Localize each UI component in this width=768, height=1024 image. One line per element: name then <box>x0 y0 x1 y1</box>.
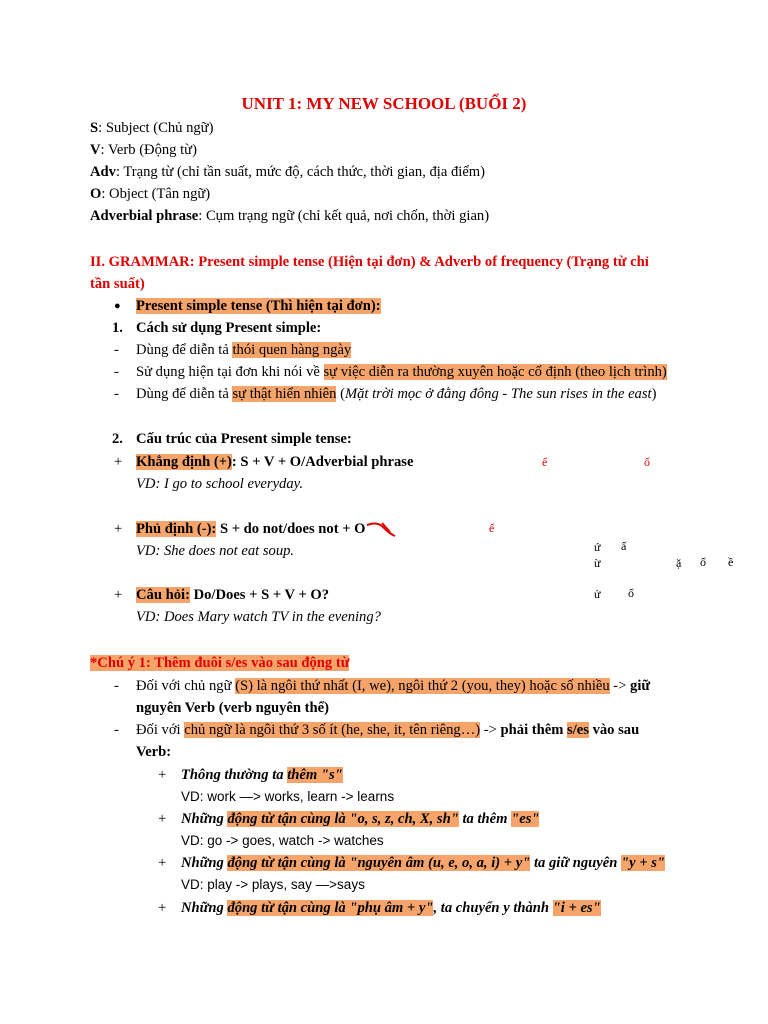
grammar-heading-line2: tần suất) <box>90 276 145 292</box>
plus-marker: + <box>158 900 167 916</box>
stray-glyph: ể <box>542 455 548 469</box>
plus-marker: + <box>158 811 167 827</box>
question-example: VD: Does Mary watch TV in the evening? <box>136 609 381 625</box>
bullet-present-simple: Present simple tense (Thì hiện tại đơn): <box>136 298 381 314</box>
note1-rule1-line1: Đối với chủ ngữ (S) là ngôi thứ nhất (I, we), ngôi thứ 2 (you, they) hoặc số nhiều -> giữ <box>136 678 651 694</box>
note1-rule2-line1: Đối với chủ ngữ là ngôi thứ 3 số ít (he, she, it, tên riêng…) -> phải thêm s/es vào sau <box>136 722 640 738</box>
page-title: UNIT 1: MY NEW SCHOOL (BUỔI 2) <box>241 94 527 113</box>
sub-example: VD: go -> goes, watch -> watches <box>181 833 384 848</box>
question-formula: Câu hỏi: Do/Does + S + V + O? <box>136 587 330 603</box>
affirmative-example: VD: I go to school everyday. <box>136 476 303 492</box>
note1-title: *Chú ý 1: Thêm đuôi s/es vào sau động từ <box>90 655 350 671</box>
term-object: O: Object (Tân ngữ) <box>90 186 211 202</box>
term-adv: Adv: Trạng từ (chỉ tần suất, mức độ, cách thức, thời gian, địa điểm) <box>90 164 486 180</box>
dash-marker: - <box>114 722 119 738</box>
affirmative-formula: Khẳng định (+): S + V + O/Adverbial phrase <box>136 454 414 470</box>
term-subject: S: Subject (Chủ ngữ) <box>90 120 214 136</box>
stray-glyph: ể <box>489 521 495 535</box>
sub-rule: Thông thường ta thêm "s" <box>181 767 343 783</box>
stray-glyph: ố <box>628 586 634 600</box>
stray-glyph: ề <box>728 555 734 569</box>
sub-example: VD: work —> works, learn -> learns <box>181 789 395 804</box>
sub-example: VD: play -> plays, say —>says <box>181 877 365 892</box>
dash-marker: - <box>114 364 119 380</box>
plus-marker: + <box>114 587 123 603</box>
dash-marker: - <box>114 386 119 402</box>
bullet-dot: ● <box>114 300 121 312</box>
plus-marker: + <box>114 521 123 537</box>
grammar-heading-line1: II. GRAMMAR: Present simple tense (Hiện tại đơn) & Adverb of frequency (Trạng từ chỉ <box>90 254 649 270</box>
sub-rule: Những động từ tận cùng là "phụ âm + y", ta chuyển y thành "i + es" <box>181 900 601 916</box>
term-verb: V: Verb (Động từ) <box>90 142 197 158</box>
plus-marker: + <box>114 454 123 470</box>
strike-scribble <box>364 519 398 539</box>
negative-formula: Phủ định (-): S + do not/does not + O <box>136 521 366 537</box>
usage-item: Dùng để diễn tả sự thật hiển nhiên (Mặt trời mọc ở đằng đông - The sun rises in the east) <box>136 386 657 402</box>
structure-title: Cấu trúc của Present simple tense: <box>136 431 352 447</box>
stray-glyph: ứ <box>594 540 601 554</box>
structure-number: 2. <box>112 431 123 447</box>
plus-marker: + <box>158 767 167 783</box>
stray-glyph: ấ <box>621 539 627 553</box>
usage-item: Dùng để diễn tả thói quen hàng ngày <box>136 342 352 358</box>
stray-glyph: ặ <box>676 556 682 570</box>
usage-number: 1. <box>112 320 123 336</box>
stray-glyph: ừ <box>594 556 601 570</box>
stray-glyph: ố <box>700 555 706 569</box>
negative-example: VD: She does not eat soup. <box>136 543 295 559</box>
note1-rule2-line2: Verb: <box>136 744 172 760</box>
plus-marker: + <box>158 855 167 871</box>
term-adverbial-phrase: Adverbial phrase: Cụm trạng ngữ (chỉ kết quả, nơi chốn, thời gian) <box>90 208 490 224</box>
sub-rule: Những động từ tận cùng là "o, s, z, ch, X, sh" ta thêm "es" <box>181 811 540 827</box>
dash-marker: - <box>114 342 119 358</box>
sub-rule: Những động từ tận cùng là "nguyên âm (u, e, o, a, i) + y" ta giữ nguyên "y + s" <box>181 855 665 871</box>
dash-marker: - <box>114 678 119 694</box>
stray-glyph: ố <box>644 455 650 469</box>
usage-title: Cách sử dụng Present simple: <box>136 320 322 336</box>
stray-glyph: ử <box>594 587 601 601</box>
usage-item: Sử dụng hiện tại đơn khi nói về sự việc diễn ra thường xuyên hoặc cố định (theo lịch trình) <box>136 364 667 380</box>
note1-rule1-line2: nguyên Verb (verb nguyên thể) <box>136 700 329 716</box>
